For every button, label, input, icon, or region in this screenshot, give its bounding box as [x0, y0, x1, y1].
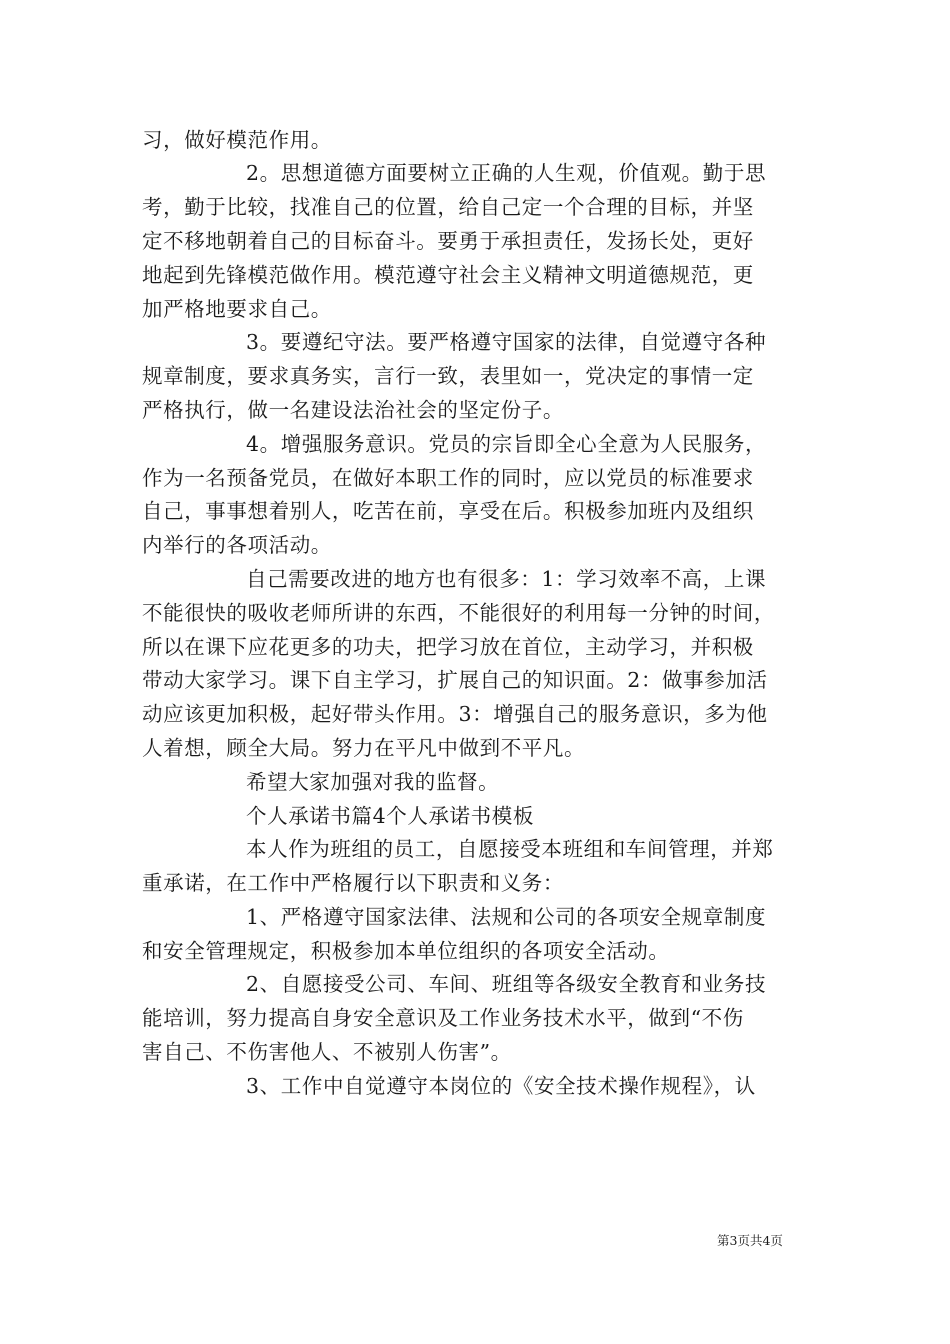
- text-line: 规章制度，要求真务实，言行一致，表里如一，党决定的事情一定: [142, 364, 754, 388]
- text-line: 重承诺，在工作中严格履行以下职责和义务：: [142, 871, 564, 895]
- text-line: 个人承诺书篇4个人承诺书模板: [246, 804, 534, 828]
- text-line: 3、工作中自觉遵守本岗位的《安全技术操作规程》，认: [246, 1074, 756, 1098]
- text-line: 加严格地要求自己。: [142, 297, 332, 321]
- text-line: 动应该更加积极，起好带头作用。3：增强自己的服务意识，多为他: [142, 702, 768, 726]
- text-line: 害自己、不伤害他人、不被别人伤害”。: [142, 1040, 512, 1064]
- text-line: 3。要遵纪守法。要严格遵守国家的法律，自觉遵守各种: [246, 330, 767, 354]
- text-line: 本人作为班组的员工，自愿接受本班组和车间管理，并郑: [246, 837, 774, 861]
- text-line: 1、严格遵守国家法律、法规和公司的各项安全规章制度: [246, 905, 767, 929]
- text-line: 2。思想道德方面要树立正确的人生观，价值观。勤于思: [246, 161, 767, 185]
- text-line: 人着想，顾全大局。努力在平凡中做到不平凡。: [142, 736, 586, 760]
- text-line: 作为一名预备党员，在做好本职工作的同时，应以党员的标准要求: [142, 466, 754, 490]
- text-line: 不能很快的吸收老师所讲的东西，不能很好的利用每一分钟的时间，: [142, 601, 775, 625]
- text-line: 能培训，努力提高自身安全意识及工作业务技术水平，做到“不伤: [142, 1006, 744, 1030]
- text-line: 2、自愿接受公司、车间、班组等各级安全教育和业务技: [246, 972, 767, 996]
- text-line: 考，勤于比较，找准自己的位置，给自己定一个合理的目标，并坚: [142, 195, 754, 219]
- text-line: 所以在课下应花更多的功夫，把学习放在首位，主动学习，并积极: [142, 635, 754, 659]
- page-number: 第3页共4页: [717, 1233, 783, 1248]
- text-line: 习，做好模范作用。: [142, 128, 332, 152]
- text-line: 定不移地朝着自己的目标奋斗。要勇于承担责任，发扬长处，更好: [142, 229, 754, 253]
- text-line: 严格执行，做一名建设法治社会的坚定份子。: [142, 398, 564, 422]
- text-line: 自己，事事想着别人，吃苦在前，享受在后。积极参加班内及组织: [142, 499, 754, 523]
- text-line: 带动大家学习。课下自主学习，扩展自己的知识面。2：做事参加活: [142, 668, 768, 692]
- text-line: 自己需要改进的地方也有很多：1：学习效率不高，上课: [246, 567, 767, 591]
- text-line: 4。增强服务意识。党员的宗旨即全心全意为人民服务，: [246, 432, 767, 456]
- text-line: 内举行的各项活动。: [142, 533, 332, 557]
- text-line: 希望大家加强对我的监督。: [246, 770, 500, 794]
- text-line: 地起到先锋模范做作用。模范遵守社会主义精神文明道德规范，更: [142, 263, 754, 287]
- text-line: 和安全管理规定，积极参加本单位组织的各项安全活动。: [142, 939, 670, 963]
